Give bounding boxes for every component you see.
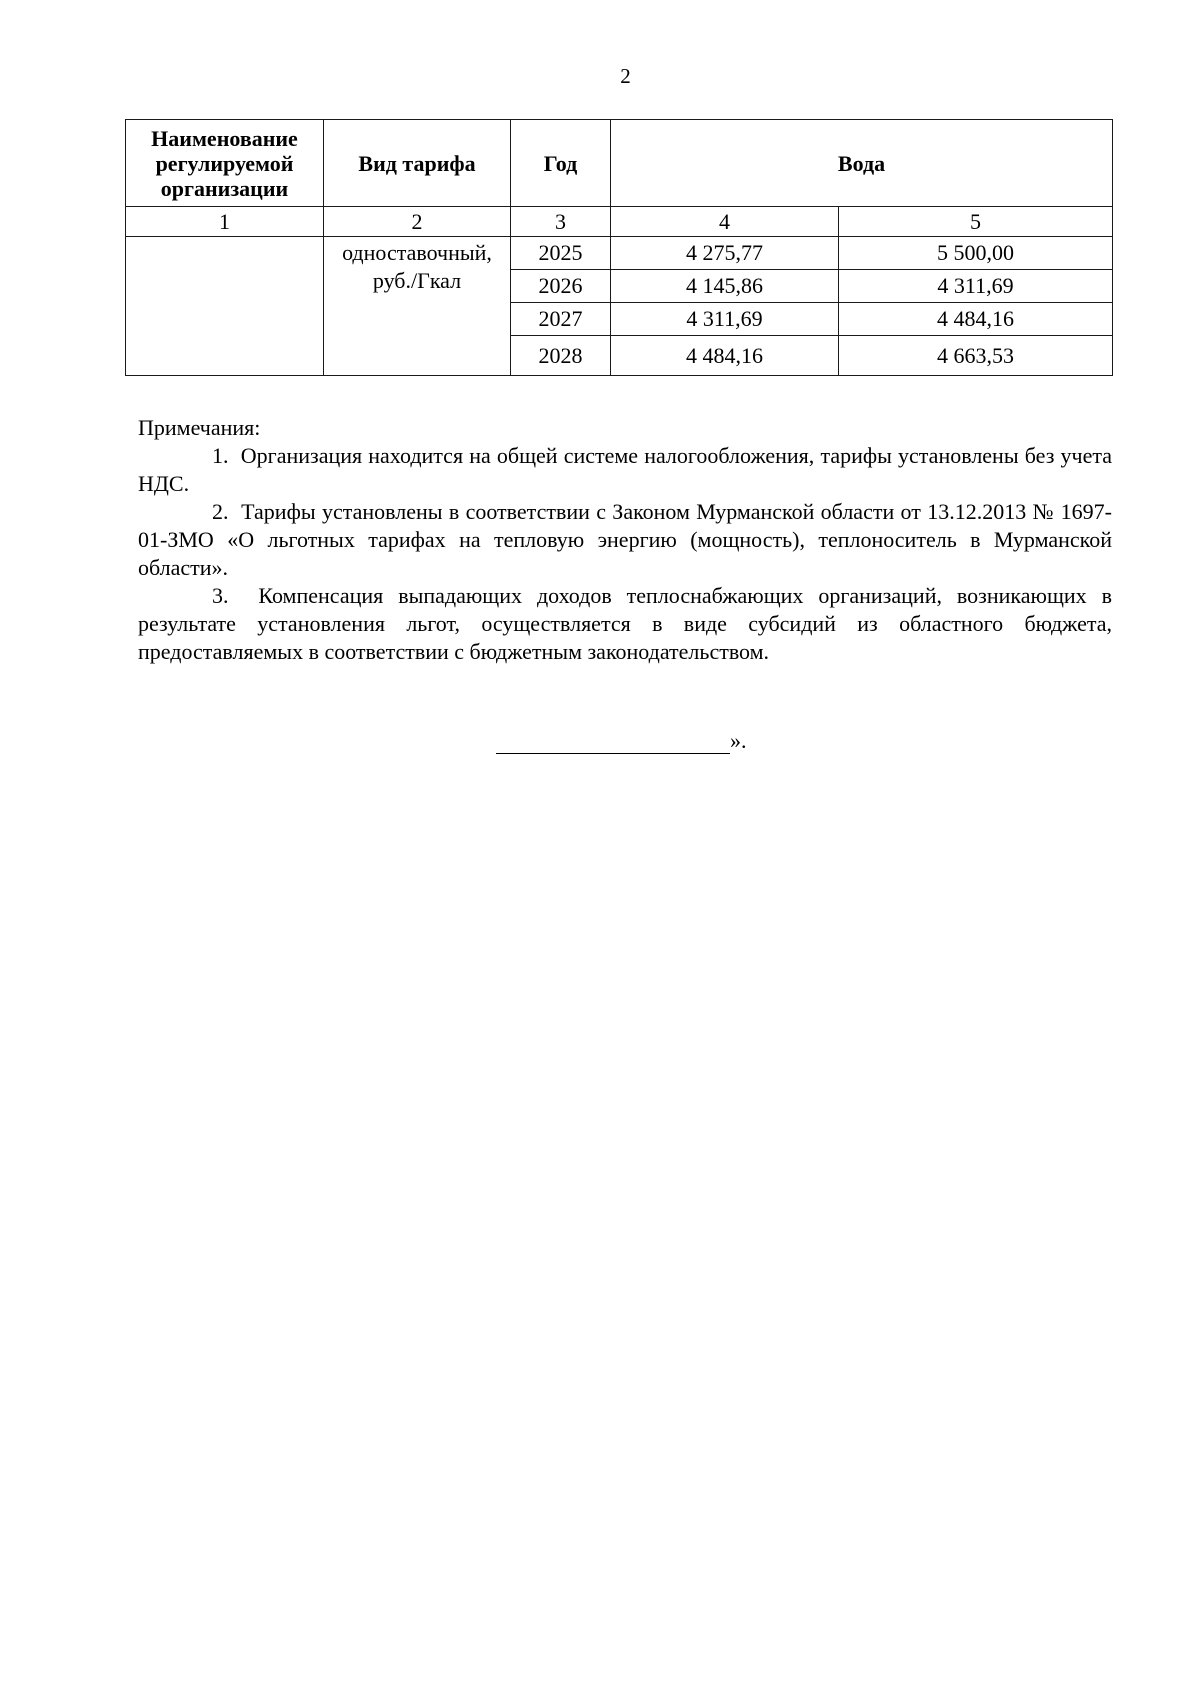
column-number: 1 bbox=[126, 207, 324, 237]
year-cell: 2028 bbox=[511, 336, 611, 376]
header-water: Вода bbox=[611, 120, 1113, 207]
page-number: 2 bbox=[620, 64, 631, 88]
value-cell: 4 484,16 bbox=[839, 303, 1113, 336]
header-row bbox=[126, 120, 1113, 207]
signature-line bbox=[496, 731, 730, 754]
header-org-name: Наименование регулируемой организации bbox=[126, 120, 324, 207]
column-number: 5 bbox=[839, 207, 1113, 237]
value-cell: 4 275,77 bbox=[611, 237, 839, 270]
note-item: 2. Тарифы установлены в соответствии с Законом Мурманской области от 13.12.2013 № 1697-01-ЗМО «О льготных тарифах на тепловую энергию (мощность), теплоноситель в Мурманской области». bbox=[138, 499, 1112, 580]
header-tariff-type: Вид тарифа bbox=[324, 120, 511, 207]
value-cell: 4 663,53 bbox=[839, 336, 1113, 376]
year-cell: 2026 bbox=[511, 270, 611, 303]
closing-line bbox=[496, 728, 747, 754]
tariff-type-cell: одноставочный, руб./Гкал bbox=[324, 237, 511, 376]
value-cell: 4 484,16 bbox=[611, 336, 839, 376]
note-item: 3. Компенсация выпадающих доходов теплоснабжающих организаций, возникающих в результате установления льгот, осуществляется в виде субсидий из областного бюджета, предоставляемых в соответствии с бюджетным законодательством. bbox=[138, 583, 1112, 664]
value-cell: 4 311,69 bbox=[839, 270, 1113, 303]
notes-section bbox=[138, 414, 1112, 666]
value-cell: 4 311,69 bbox=[611, 303, 839, 336]
tariff-table bbox=[125, 119, 1113, 376]
org-name-cell bbox=[126, 237, 324, 376]
year-cell: 2027 bbox=[511, 303, 611, 336]
notes-title: Примечания: bbox=[138, 415, 261, 440]
value-cell: 5 500,00 bbox=[839, 237, 1113, 270]
year-cell: 2025 bbox=[511, 237, 611, 270]
column-number: 4 bbox=[611, 207, 839, 237]
table-row bbox=[126, 237, 1113, 270]
closing-quote-mark: ». bbox=[730, 728, 747, 753]
column-number: 2 bbox=[324, 207, 511, 237]
column-number: 3 bbox=[511, 207, 611, 237]
header-year: Год bbox=[511, 120, 611, 207]
note-item: 1. Организация находится на общей системе налогообложения, тарифы установлены без учета НДС. bbox=[138, 443, 1112, 496]
value-cell: 4 145,86 bbox=[611, 270, 839, 303]
column-number-row bbox=[126, 207, 1113, 237]
